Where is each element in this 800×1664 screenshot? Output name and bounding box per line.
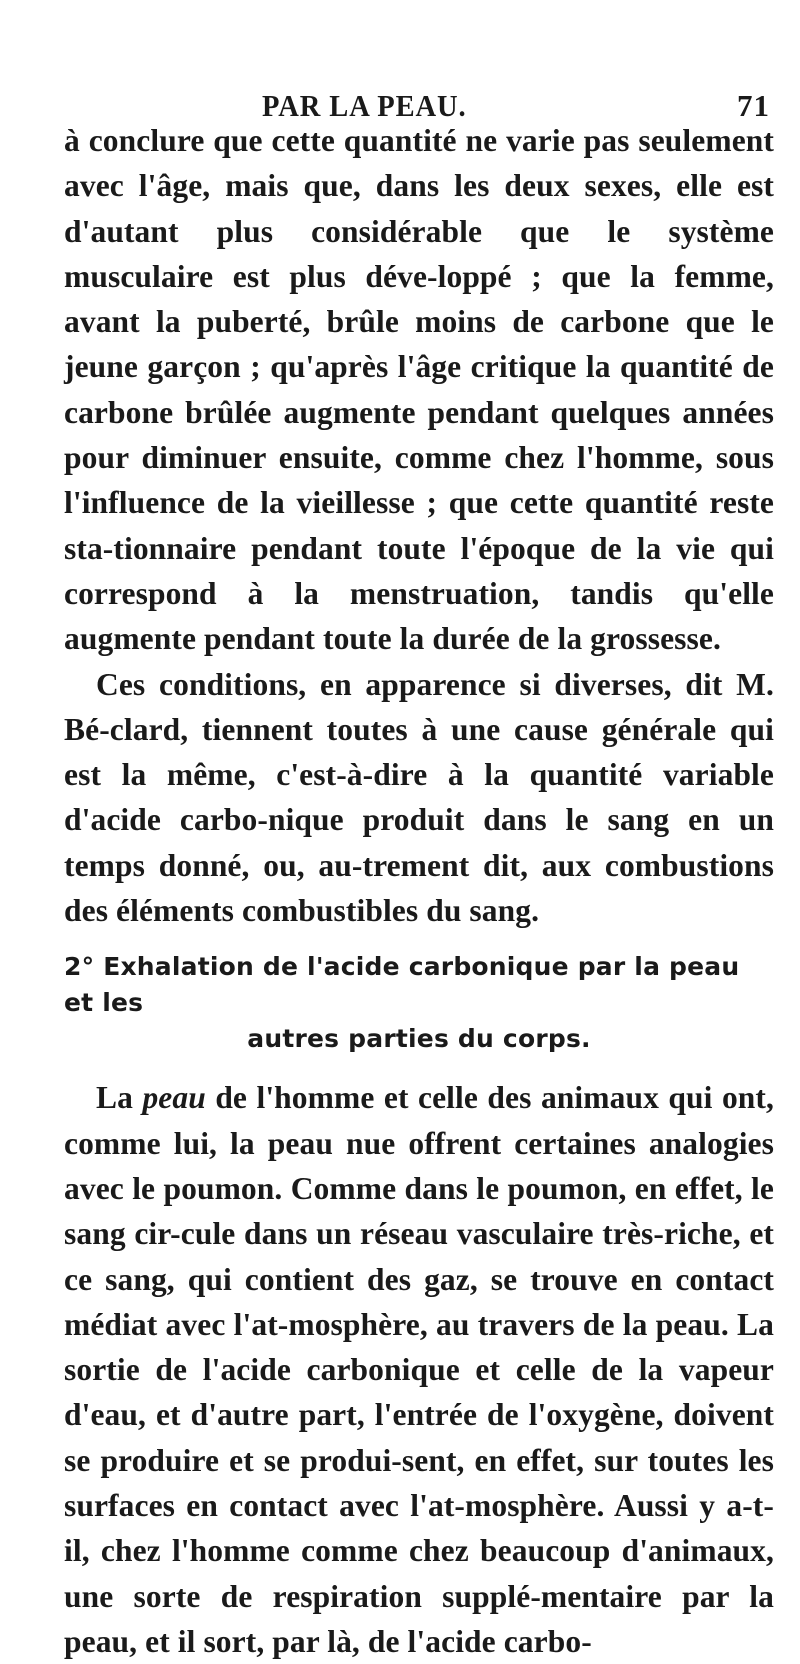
paragraph-skin-italic-word: peau xyxy=(142,1080,206,1116)
paragraph-beclard: Ces conditions, en apparence si diverses, dit M. Bé-clard, tiennent toutes à une cause générale qui est la même, c'est-à-dire à la quantité variable d'acide carbo-nique produit dans le sang en un temps donné, ou, au-trement dit, aux combustions des éléments combustibles du sang. xyxy=(64,666,774,929)
paragraph-skin xyxy=(64,1075,774,1664)
running-head-title: PAR LA PEAU. xyxy=(262,88,467,123)
paragraph-skin-rest: de l'homme et celle des animaux qui ont, comme lui, la peau nue offrent certaines analogies avec le poumon. Comme dans le poumon, en effet, le sang cir-cule dans un réseau vasculaire très-riche, et ce sang, qui contient des gaz, se trouve en contact médiat avec l'at-mosphère, au travers de la peau. La sortie de l'acide carbonique et celle de la vapeur d'eau, et d'autre part, l'entrée de l'oxygène, doivent se produire et se produi-sent, en effet, sur toutes les surfaces en contact avec l'at-mosphère. Aussi y a-t-il, chez l'homme comme chez beaucoup d'animaux, une sorte de respiration supplé-mentaire par la peau, et il sort, par là, de l'acide carbo- xyxy=(64,1080,774,1659)
body-text xyxy=(64,118,774,1664)
section-heading-line-2: autres parties du corps. xyxy=(247,1024,591,1054)
paragraph-continuation: à conclure que cette quantité ne varie pas seulement avec l'âge, mais que, dans les deux sexes, elle est d'autant plus considérable que le système musculaire est plus déve-loppé ; que la femme, avant la puberté, brûle moins de carbone que le jeune garçon ; qu'après l'âge critique la quantité de carbone brûlée augmente pendant quelques années pour diminuer ensuite, comme chez l'homme, sous l'influence de la vieillesse ; que cette quantité reste sta-tionnaire pendant toute l'époque de la vie qui correspond à la menstruation, tandis qu'elle augmente pendant toute la durée de la grossesse. xyxy=(64,123,774,657)
paragraph-skin-lead: La xyxy=(96,1080,133,1116)
page-number: 71 xyxy=(737,88,770,123)
section-heading-line-1: 2° Exhalation de l'acide carbonique par la peau et les xyxy=(64,952,740,1018)
section-heading xyxy=(64,949,774,1057)
